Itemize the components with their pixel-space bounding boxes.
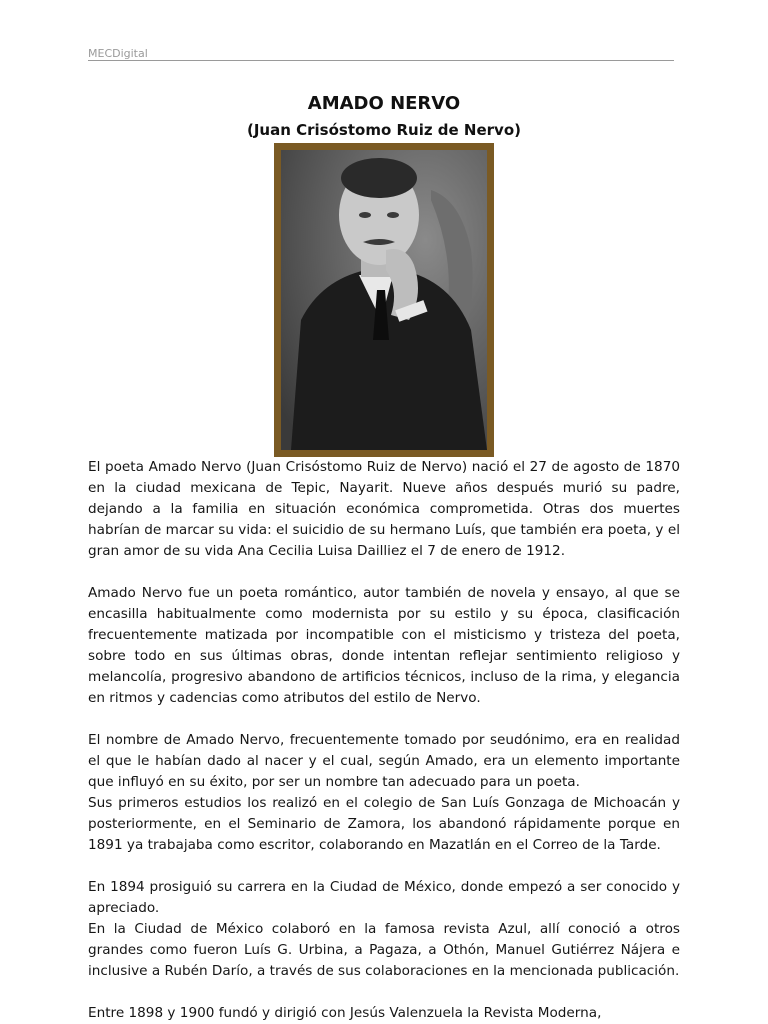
- paragraph-studies: Sus primeros estudios los realizó en el colegio de San Luís Gonzaga de Michoacán y posteriormente, en el Seminario de Zamora, los abandonó rápidamente porque en 1891 ya trabajaba como escritor, colaborando en Mazatlán en el Correo de la Tarde.: [88, 795, 680, 853]
- paragraph-revista-moderna: Entre 1898 y 1900 fundó y dirigió con Jesús Valenzuela la Revista Moderna,: [88, 1005, 602, 1021]
- portrait-photo: [274, 143, 494, 457]
- article-body: [88, 457, 680, 1024]
- header-label: MECDigital: [88, 47, 674, 61]
- paragraph-name: El nombre de Amado Nervo, frecuentemente tomado por seudónimo, era en realidad el que le habían dado al nacer y el cual, según Amado, era un elemento importante que influyó en su éxito, por ser un nombre tan adecuado para un poeta.: [88, 732, 680, 790]
- page-subtitle: (Juan Crisóstomo Ruiz de Nervo): [247, 121, 521, 139]
- paragraph-revista-azul: En la Ciudad de México colaboró en la famosa revista Azul, allí conoció a otros grandes como fueron Luís G. Urbina, a Pagaza, a Othón, Manuel Gutiérrez Nájera e inclusive a Rubén Darío, a través de sus colaboraciones en la mencionada publicación.: [88, 921, 680, 979]
- page-title: AMADO NERVO: [307, 93, 461, 114]
- paragraph-style: Amado Nervo fue un poeta romántico, autor también de novela y ensayo, al que se encasilla habitualmente como modernista por su estilo y su época, clasificación frecuentemente matizada por incompatible con el misticismo y tristeza del poeta, sobre todo en sus últimas obras, donde intentan reflejar sentimiento religioso y melancolía, progresivo abandono de artificios técnicos, incluso de la rima, y elegancia en ritmos y cadencias como atributos del estilo de Nervo.: [88, 585, 680, 706]
- portrait-image: [281, 150, 487, 450]
- paragraph-mexico-city: En 1894 prosiguió su carrera en la Ciudad de México, donde empezó a ser conocido y apreciado.: [88, 879, 680, 916]
- paragraph-birth: El poeta Amado Nervo (Juan Crisóstomo Ruiz de Nervo) nació el 27 de agosto de 1870 en la ciudad mexicana de Tepic, Nayarit. Nueve años después murió su padre, dejando a la familia en situación económica comprometida. Otras dos muertes habrían de marcar su vida: el suicidio de su hermano Luís, que también era poeta, y el gran amor de su vida Ana Cecilia Luisa Dailliez el 7 de enero de 1912.: [88, 459, 680, 559]
